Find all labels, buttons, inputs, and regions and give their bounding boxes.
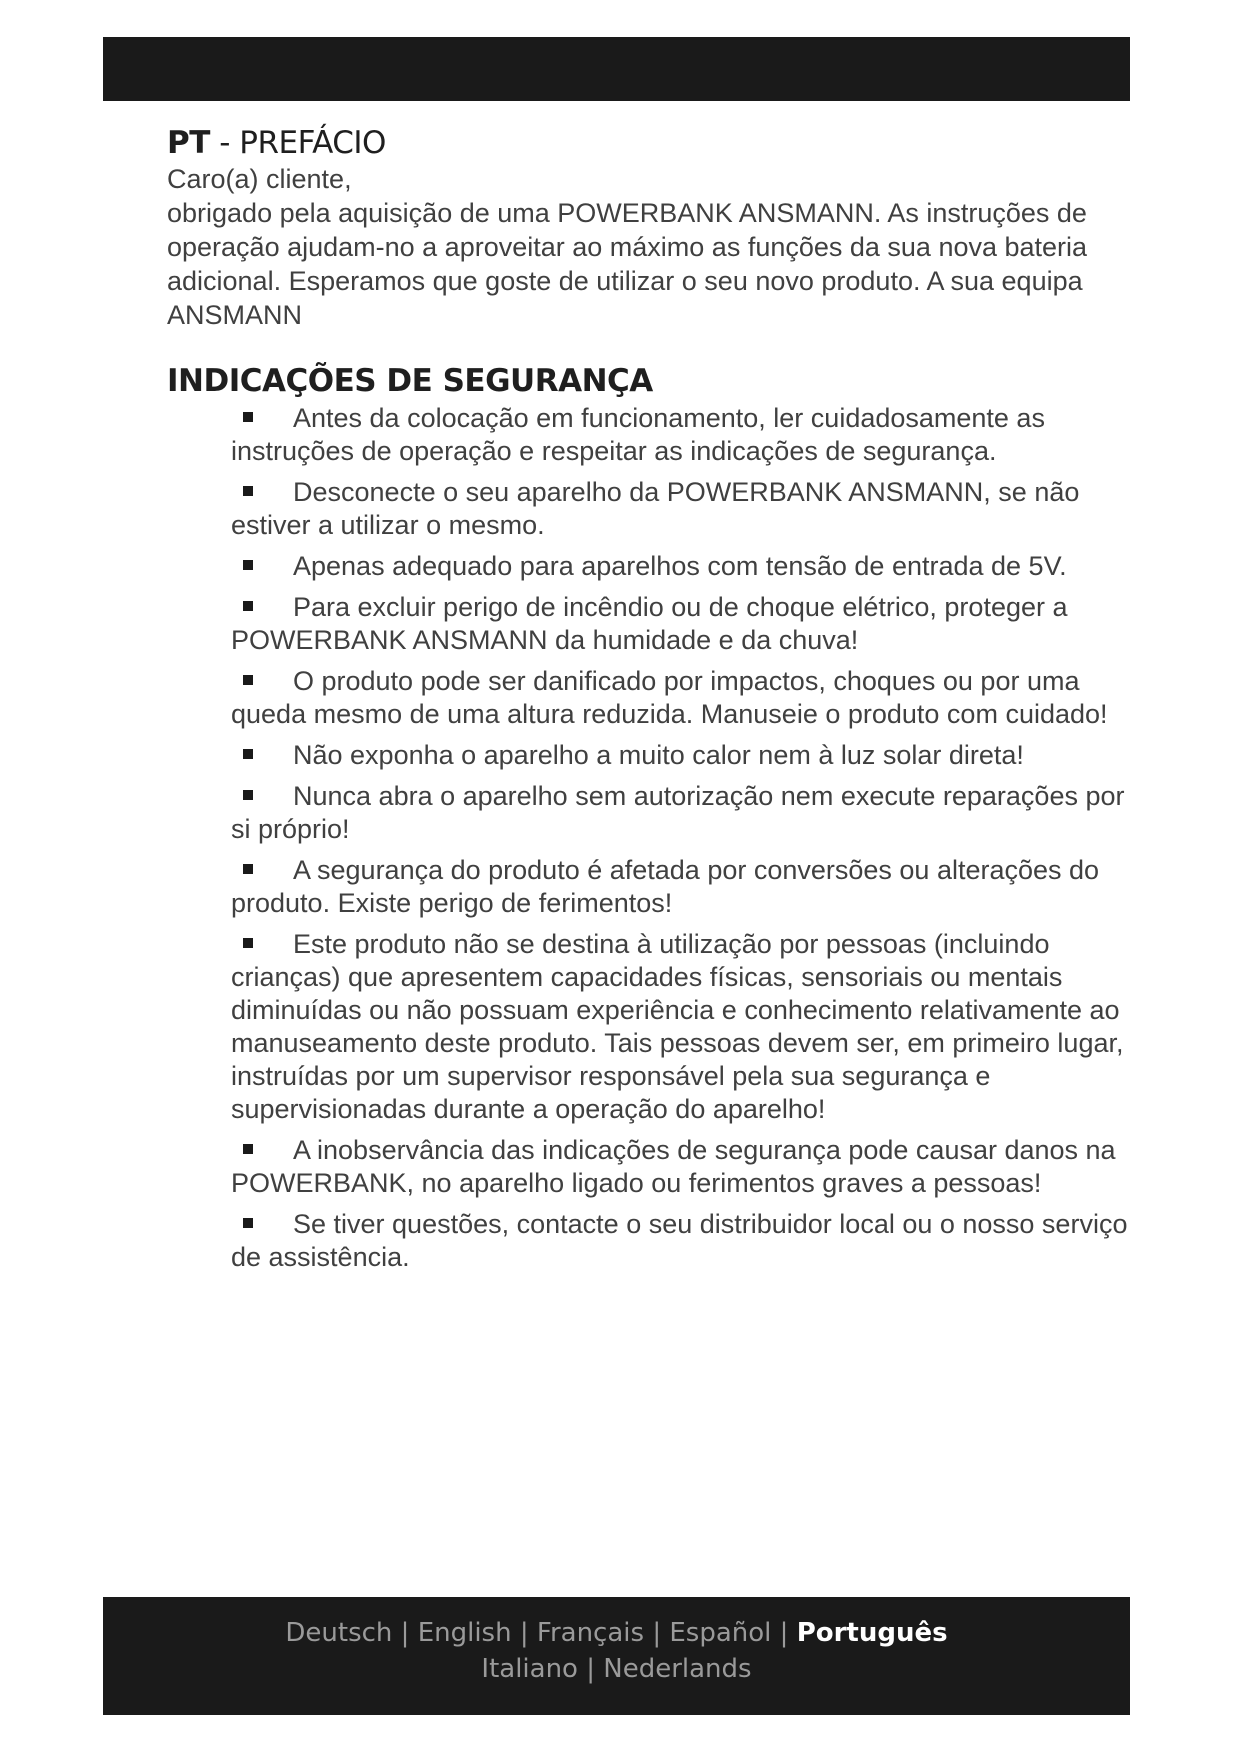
square-bullet-icon	[243, 749, 253, 759]
safety-item-text: Antes da colocação em funcionamento, ler cuidadosamente as instruções de operação e respeitar as indicações de segurança.	[231, 403, 1045, 466]
safety-item	[231, 1134, 1151, 1200]
square-bullet-icon	[243, 486, 253, 496]
language-row-1	[103, 1615, 1130, 1651]
safety-item	[231, 550, 1151, 583]
language-link-portugues[interactable]: Português	[796, 1618, 948, 1648]
page-content	[167, 122, 1157, 1282]
square-bullet-icon	[243, 675, 253, 685]
square-bullet-icon	[243, 1144, 253, 1154]
safety-item-text: Desconecte o seu aparelho da POWERBANK ANSMANN, se não estiver a utilizar o mesmo.	[231, 477, 1080, 540]
safety-item	[231, 402, 1151, 468]
language-link-espanol[interactable]: Español	[669, 1618, 772, 1648]
language-link-italiano[interactable]: Italiano	[481, 1654, 578, 1684]
square-bullet-icon	[243, 790, 253, 800]
safety-item	[231, 591, 1151, 657]
preface-body: obrigado pela aquisição de uma POWERBANK ANSMANN. As instruções de operação ajudam-no a aproveitar ao máximo as funções da sua nova bateria adicional. Esperamos que goste de utilizar o seu novo produto. A sua equipa ANSMANN	[167, 198, 1088, 330]
language-code: PT	[167, 125, 210, 161]
safety-item-text: O produto pode ser danificado por impactos, choques ou por uma queda mesmo de uma altura reduzida. Manuseie o produto com cuidado!	[231, 666, 1108, 729]
language-link-nederlands[interactable]: Nederlands	[603, 1654, 752, 1684]
safety-item-text: A segurança do produto é afetada por conversões ou alterações do produto. Existe perigo de ferimentos!	[231, 855, 1100, 918]
language-link-francais[interactable]: Français	[536, 1618, 645, 1648]
safety-item-text: Se tiver questões, contacte o seu distribuidor local ou o nosso serviço de assistência.	[231, 1209, 1128, 1272]
language-link-english[interactable]: English	[417, 1618, 512, 1648]
safety-list	[167, 402, 1151, 1274]
safety-item-text: Apenas adequado para aparelhos com tensão de entrada de 5V.	[293, 551, 1067, 581]
preface-title-text: - PREFÁCIO	[209, 125, 386, 161]
safety-item	[231, 476, 1151, 542]
square-bullet-icon	[243, 601, 253, 611]
safety-item	[231, 739, 1151, 772]
safety-item	[231, 665, 1151, 731]
safety-title: INDICAÇÕES DE SEGURANÇA	[167, 363, 653, 399]
greeting: Caro(a) cliente,	[167, 164, 352, 194]
language-bar	[103, 1597, 1130, 1715]
header-bar	[103, 37, 1130, 101]
square-bullet-icon	[243, 1218, 253, 1228]
language-separator: |	[771, 1618, 797, 1648]
language-separator: |	[392, 1618, 418, 1648]
safety-item	[231, 854, 1151, 920]
square-bullet-icon	[243, 412, 253, 422]
preface-title	[167, 122, 1157, 164]
square-bullet-icon	[243, 560, 253, 570]
language-separator: |	[511, 1618, 537, 1648]
language-separator: |	[577, 1654, 604, 1684]
preface-section	[167, 122, 1157, 332]
safety-item	[231, 780, 1151, 846]
square-bullet-icon	[243, 938, 253, 948]
language-separator: |	[644, 1618, 670, 1648]
square-bullet-icon	[243, 864, 253, 874]
safety-item	[231, 1208, 1151, 1274]
safety-item	[231, 928, 1151, 1126]
language-link-deutsch[interactable]: Deutsch	[285, 1618, 393, 1648]
safety-item-text: Não exponha o aparelho a muito calor nem à luz solar direta!	[293, 740, 1024, 770]
safety-section	[167, 360, 1157, 1274]
language-row-2	[103, 1651, 1130, 1687]
safety-item-text: Para excluir perigo de incêndio ou de choque elétrico, proteger a POWERBANK ANSMANN da humidade e da chuva!	[231, 592, 1068, 655]
safety-item-text: Este produto não se destina à utilização por pessoas (incluindo crianças) que apresentem capacidades físicas, sensoriais ou mentais diminuídas ou não possuam experiência e conhecimento relativamente ao manuseamento deste produto. Tais pessoas devem ser, em primeiro lugar, instruídas por um supervisor responsável pela sua segurança e supervisionadas durante a operação do aparelho!	[231, 929, 1124, 1124]
safety-item-text: A inobservância das indicações de segurança pode causar danos na POWERBANK, no aparelho ligado ou ferimentos graves a pessoas!	[231, 1135, 1116, 1198]
safety-item-text: Nunca abra o aparelho sem autorização nem execute reparações por si próprio!	[231, 781, 1125, 844]
